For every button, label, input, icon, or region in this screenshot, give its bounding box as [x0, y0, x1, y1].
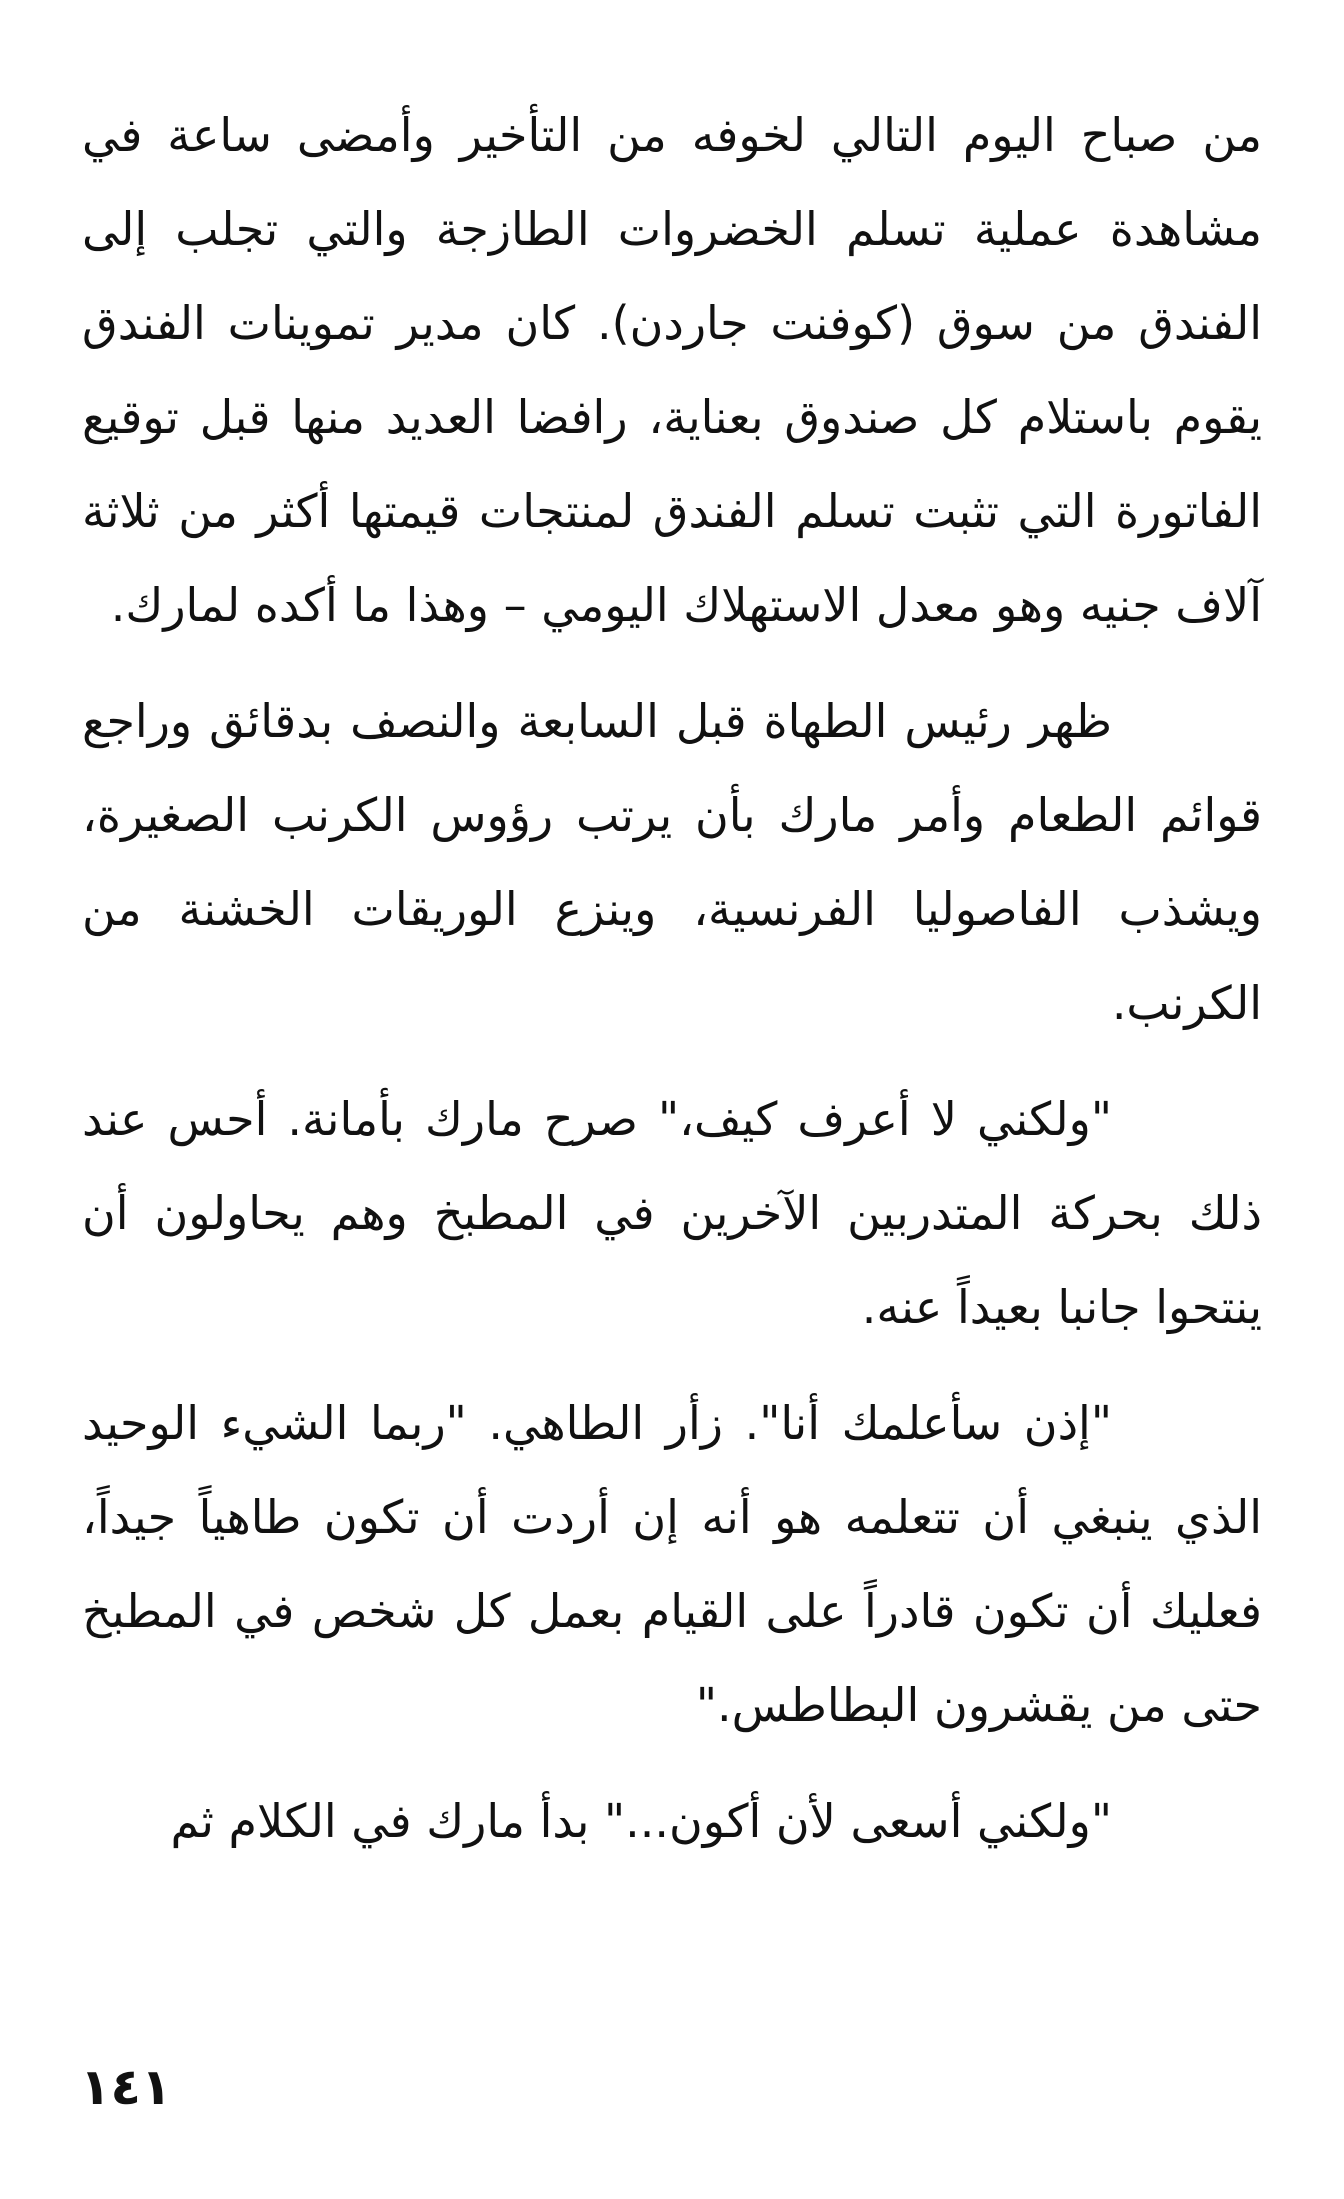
body-text [82, 88, 1262, 1868]
paragraph-5: "ولكني أسعى لأن أكون..." بدأ مارك في الكلام ثم [170, 1794, 1112, 1848]
page-number: ١٤١ [80, 2058, 172, 2116]
paragraph-2: ظهر رئيس الطهاة قبل السابعة والنصف بدقائق وراجع قوائم الطعام وأمر مارك بأن يرتب رؤوس الكرنب الصغيرة، ويشذب الفاصوليا الفرنسية، وينزع الوريقات الخشنة من الكرنب. [82, 694, 1262, 1030]
paragraph-1: من صباح اليوم التالي لخوفه من التأخير وأمضى ساعة في مشاهدة عملية تسلم الخضروات الطازجة والتي تجلب إلى الفندق من سوق (كوفنت جاردن). كان مدير تموينات الفندق يقوم باستلام كل صندوق بعناية، رافضا العديد منها قبل توقيع الفاتورة التي تثبت تسلم الفندق لمنتجات قيمتها أكثر من ثلاثة آلاف جنيه وهو معدل الاستهلاك اليومي – وهذا ما أكده لمارك. [82, 108, 1262, 632]
paragraph-4: "إذن سأعلمك أنا". زأر الطاهي. "ربما الشيء الوحيد الذي ينبغي أن تتعلمه هو أنه إن أردت أن تكون طاهياً جيداً، فعليك أن تكون قادراً على القيام بعمل كل شخص في المطبخ حتى من يقشرون البطاطس." [82, 1396, 1262, 1732]
paragraph-3: "ولكني لا أعرف كيف،" صرح مارك بأمانة. أحس عند ذلك بحركة المتدربين الآخرين في المطبخ وهم يحاولون أن ينتحوا جانبا بعيداً عنه. [82, 1092, 1262, 1334]
